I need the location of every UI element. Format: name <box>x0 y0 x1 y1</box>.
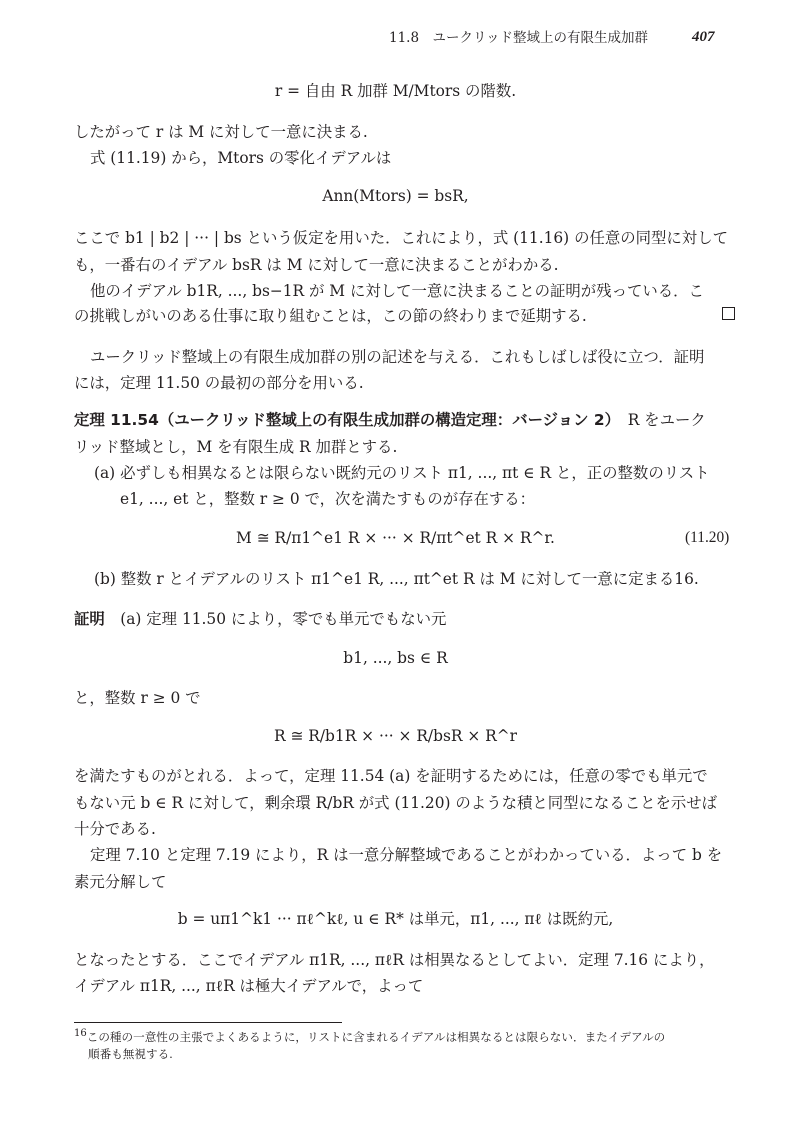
equation-b: b = uπ1^k1 ··· πℓ^kℓ, u ∈ R* は単元，π1, ..., πℓ は既約元, <box>177 910 614 928</box>
theorem-item-a: (a) 必ずしも相異なるとは限らない既約元のリスト π1, ..., πt ∈ R と，正の整数のリスト <box>94 464 710 482</box>
footnote-line-2: 順番も無視する. <box>88 1047 173 1061</box>
text-line: 式 (11.19) から，Mtors の零化イデアルは <box>90 149 392 167</box>
footnote-mark: 16 <box>74 1028 87 1040</box>
text-line: イデアル π1R, ..., πℓR は極大イデアルで，よって <box>74 977 424 995</box>
equation-number: (11.20) <box>685 529 730 546</box>
equation-R: R ≅ R/b1R × ··· × R/bsR × R^r <box>274 727 517 745</box>
proof-label: 証明 <box>74 610 105 628</box>
running-header-section: 11.8 ユークリッド整域上の有限生成加群 <box>389 30 649 46</box>
equation-ann: Ann(Mtors) = bsR, <box>322 187 469 205</box>
text-line: と，整数 r ≥ 0 で <box>74 689 201 707</box>
footnote-text: この種の一意性の主張でよくあるように，リストに含まれるイデアルは相異なるとは限らない．またイデアルの <box>86 1030 666 1044</box>
proof-line <box>74 609 446 629</box>
text-line: ユークリッド整域上の有限生成加群の別の記述を与える．これもしばしば役に立つ．証明 <box>90 348 705 366</box>
text-line: を満たすものがとれる．よって，定理 11.54 (a) を証明するためには，任意の零でも単元で <box>74 767 708 785</box>
text-line: の挑戦しがいのある仕事に取り組むことは，この節の終わりまで延期する. <box>74 307 587 325</box>
page-number: 407 <box>692 29 715 45</box>
text-line: 定理 7.10 と定理 7.19 により，R は一意分解整域であることがわかっている．よって b を <box>90 846 723 864</box>
text-line: もない元 b ∈ R に対して，剰余環 R/bR が式 (11.20) のような積と同型になることを示せば <box>74 794 718 812</box>
text-line: となったとする．ここでイデアル π1R, ..., πℓR は相異なるとしてよい．定理 7.16 により， <box>74 951 715 969</box>
theorem-item-b: (b) 整数 r とイデアルのリスト π1^e1 R, ..., πt^et R は M に対して一意に定まる16. <box>94 570 699 588</box>
theorem-label: 定理 11.54（ユークリッド整域上の有限生成加群の構造定理：バージョン 2） <box>74 411 613 429</box>
theorem-heading-line <box>74 410 706 430</box>
equation-bs: b1, ..., bs ∈ R <box>343 649 448 667</box>
footnote-rule <box>74 1022 342 1023</box>
text-line: も，一番右のイデアル bsR は M に対して一意に決まることがわかる. <box>74 256 559 274</box>
text-line: 素元分解して <box>74 873 167 891</box>
text-line: 十分である. <box>74 820 156 838</box>
theorem-item-a-cont: e1, ..., et と，整数 r ≥ 0 で，次を満たすものが存在する： <box>120 490 536 508</box>
proof-text: (a) 定理 11.50 により，零でも単元でもない元 <box>120 610 447 628</box>
qed-box <box>722 307 735 320</box>
text-line: 他のイデアル b1R, ..., bs−1R が M に対して一意に決まることの証明が残っている．こ <box>90 282 704 300</box>
equation-rank: r = 自由 R 加群 M/Mtors の階数. <box>274 82 517 100</box>
text-line: リッド整域とし，M を有限生成 R 加群とする. <box>74 438 398 456</box>
footnote-line <box>74 1029 665 1046</box>
text-line: には，定理 11.50 の最初の部分を用いる. <box>74 374 364 392</box>
theorem-text: R をユーク <box>627 411 706 429</box>
text-line: したがって r は M に対して一意に決まる. <box>74 123 368 141</box>
equation-11-20: M ≅ R/π1^e1 R × ··· × R/πt^et R × R^r. <box>236 529 555 547</box>
text-line: ここで b1 | b2 | ··· | bs という仮定を用いた．これにより，式 (11.16) の任意の同型に対して <box>74 229 728 247</box>
